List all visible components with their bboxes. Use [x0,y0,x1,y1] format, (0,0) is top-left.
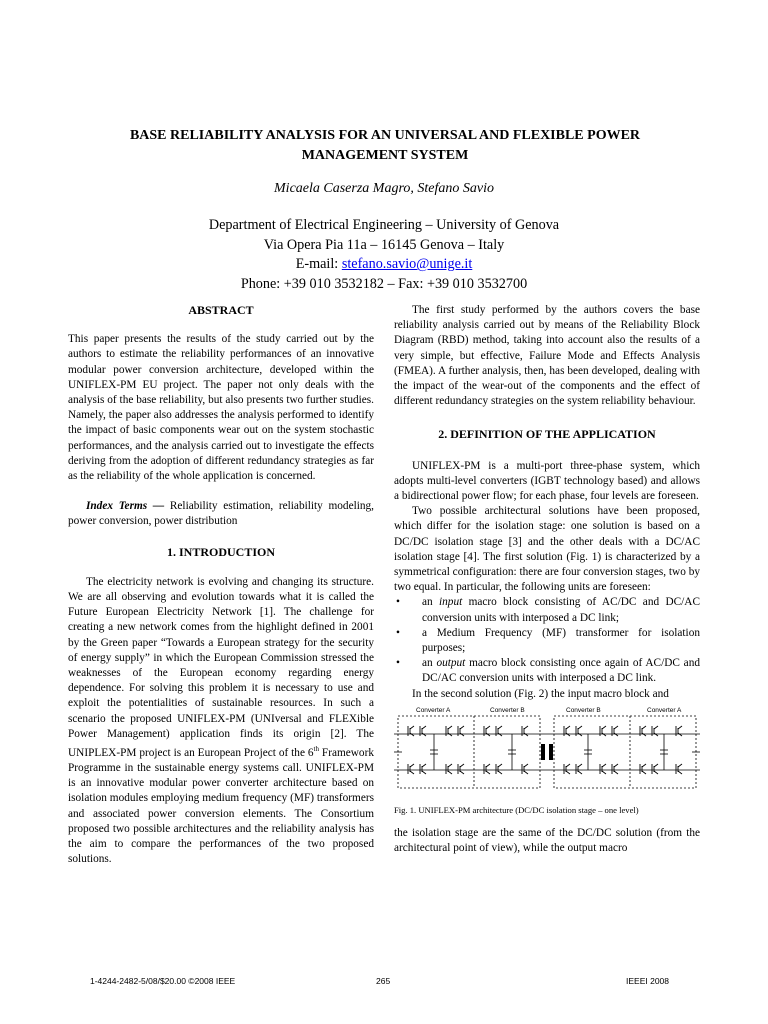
index-terms-text: Reliability estimation, reliability modeling, power conversion, power distribution [68,500,374,528]
intro-superscript: th [313,745,319,754]
units-list [394,595,700,686]
figure-1-diagram [394,704,700,794]
left-column [68,303,374,867]
transformer-core-right [549,744,553,760]
email-label: E-mail: [295,256,342,272]
authors: Micaela Caserza Magro, Stefano Savio [274,181,494,196]
abstract-text: This paper presents the results of the study carried out by the authors to estimate the reliability performances of an innovative modular power conversion architecture, developed within the UNIFLEX-PM EU project. The paper not only deals with the analysis of the base reliability, but also presents two further studies. Namely, the paper also addresses the analysis performed to identify the impact of basic components wear out on the system stochastic performances, and the analysis carried out to investigate the effects deriving from the adoption of different redundancy strategies as far as the reliability of the whole application is concerned. [68,333,374,483]
introduction-heading: 1. INTRODUCTION [166,544,275,559]
footer-isbn: 1-4244-2482-5/08/$20.00 ©2008 IEEE [90,976,236,986]
index-terms-label: Index Terms — [86,500,165,513]
paper-title: BASE RELIABILITY ANALYSIS FOR AN UNIVERSAL AND FLEXIBLE POWER MANAGEMENT SYSTEM [129,128,641,163]
left-macro-block-frame [398,716,540,788]
index-terms [68,499,374,529]
right-macro-block-frame [554,716,696,788]
right-column [394,303,700,856]
list-item: • an output macro block consisting once again of AC/DC and DC/AC conversion units with interposed a DC link. [396,657,700,685]
intro-text-a: The electricity network is evolving and changing its structure. We are all observing and evolution towards what it is called the Future European Electricity Network [1]. The challenge for creating a new network comes from the highlight defined in 2001 by the Green paper “Towards a European strategy for the security of energy supply” in which the European Commission stressed the weaknesses of the European economy regarding energy dependence. For solving this problem it is necessary to use and exploit the potentialities of sustainable resources. In such a scenario the proposed UNIFLEX-PM (UNIversal and FLEXible Power Management) application finds its origin [2]. The UNIPLEX-PM project is an European Project of the 6 [68,575,374,759]
abstract-heading: ABSTRACT [188,303,254,317]
email-link[interactable]: stefano.savio@unige.it [341,256,473,272]
introduction-paragraph [68,575,374,868]
list-item: • a Medium Frequency (MF) transformer for isolation purposes; [396,626,700,655]
phone-fax: Phone: +39 010 3532182 – Fax: +39 010 3532700 [240,275,528,292]
affiliation [0,216,768,294]
address: Via Opera Pia 11a – 16145 Genova – Italy [263,236,505,253]
bullet: • [396,657,400,670]
solutions-paragraph: Two possible architectural solutions have been proposed, which differ for the isolation stage: one solution is based on a DC/DC isolation stage [3] and the other deals with a DC/AC isolation stage [4]. The first solution (Fig. 1) is characterized by a symmetrical configuration: there are four conversion stages, two by two equal. In particular, the following units are foreseen: [394,505,700,594]
study-paragraph: The first study performed by the authors covers the base reliability analysis carried out by means of the Reliability Block Diagram (RBD) method, taking into account also the results of a very simple, but effective, Failure Mode and Effects Analysis (FMEA). A further analysis, then, has been developed, dealing with the impact of the wear-out of the components and the effect of different redundancy strategies on the system reliability behaviour. [394,304,700,408]
figure-label-converter-a: Converter A [416,706,451,714]
bullet: • [396,596,400,609]
department: Department of Electrical Engineering – University of Genova [208,217,560,233]
bullet: • [396,626,400,639]
application-heading: 2. DEFINITION OF THE APPLICATION [438,427,656,442]
second-solution-paragraph: In the second solution (Fig. 2) the input macro block and [412,687,669,700]
footer-conference: IEEEI 2008 [626,976,670,986]
email-line [0,255,768,275]
footer-page-number: 265 [376,976,391,986]
intro-text-b: Framework Programme in the sustainable energy systems call. UNIFLEX-PM is an innovative modular power converter architecture based on isolation modules employing medium frequency (MF) transformers and associated power conversion elements. The Consortium proposed two possible architectures and the reliability analysis has the aim to compare the performances of the two proposed solutions. [68,746,374,866]
continuation-paragraph: the isolation stage are the same of the DC/DC solution (from the architectural point of view), while the output macro [394,826,700,855]
figure-label-converter-b: Converter B [490,706,525,714]
list-item: • an input macro block consisting of AC/DC and DC/AC conversion units with interposed a DC link; [396,596,700,624]
figure-label-converter-a2: Converter A [647,706,682,714]
figure-label-converter-b2: Converter B [566,706,601,714]
transformer-core-left [541,744,545,760]
figure-1-caption: Fig. 1. UNIFLEX-PM architecture (DC/DC isolation stage – one level) [394,804,639,815]
application-paragraph: UNIFLEX-PM is a multi-port three-phase system, which adopts multi-level converters (IGBT technology based) and allows a bidirectional power flow; for each phase, four levels are foreseen. [394,459,700,503]
